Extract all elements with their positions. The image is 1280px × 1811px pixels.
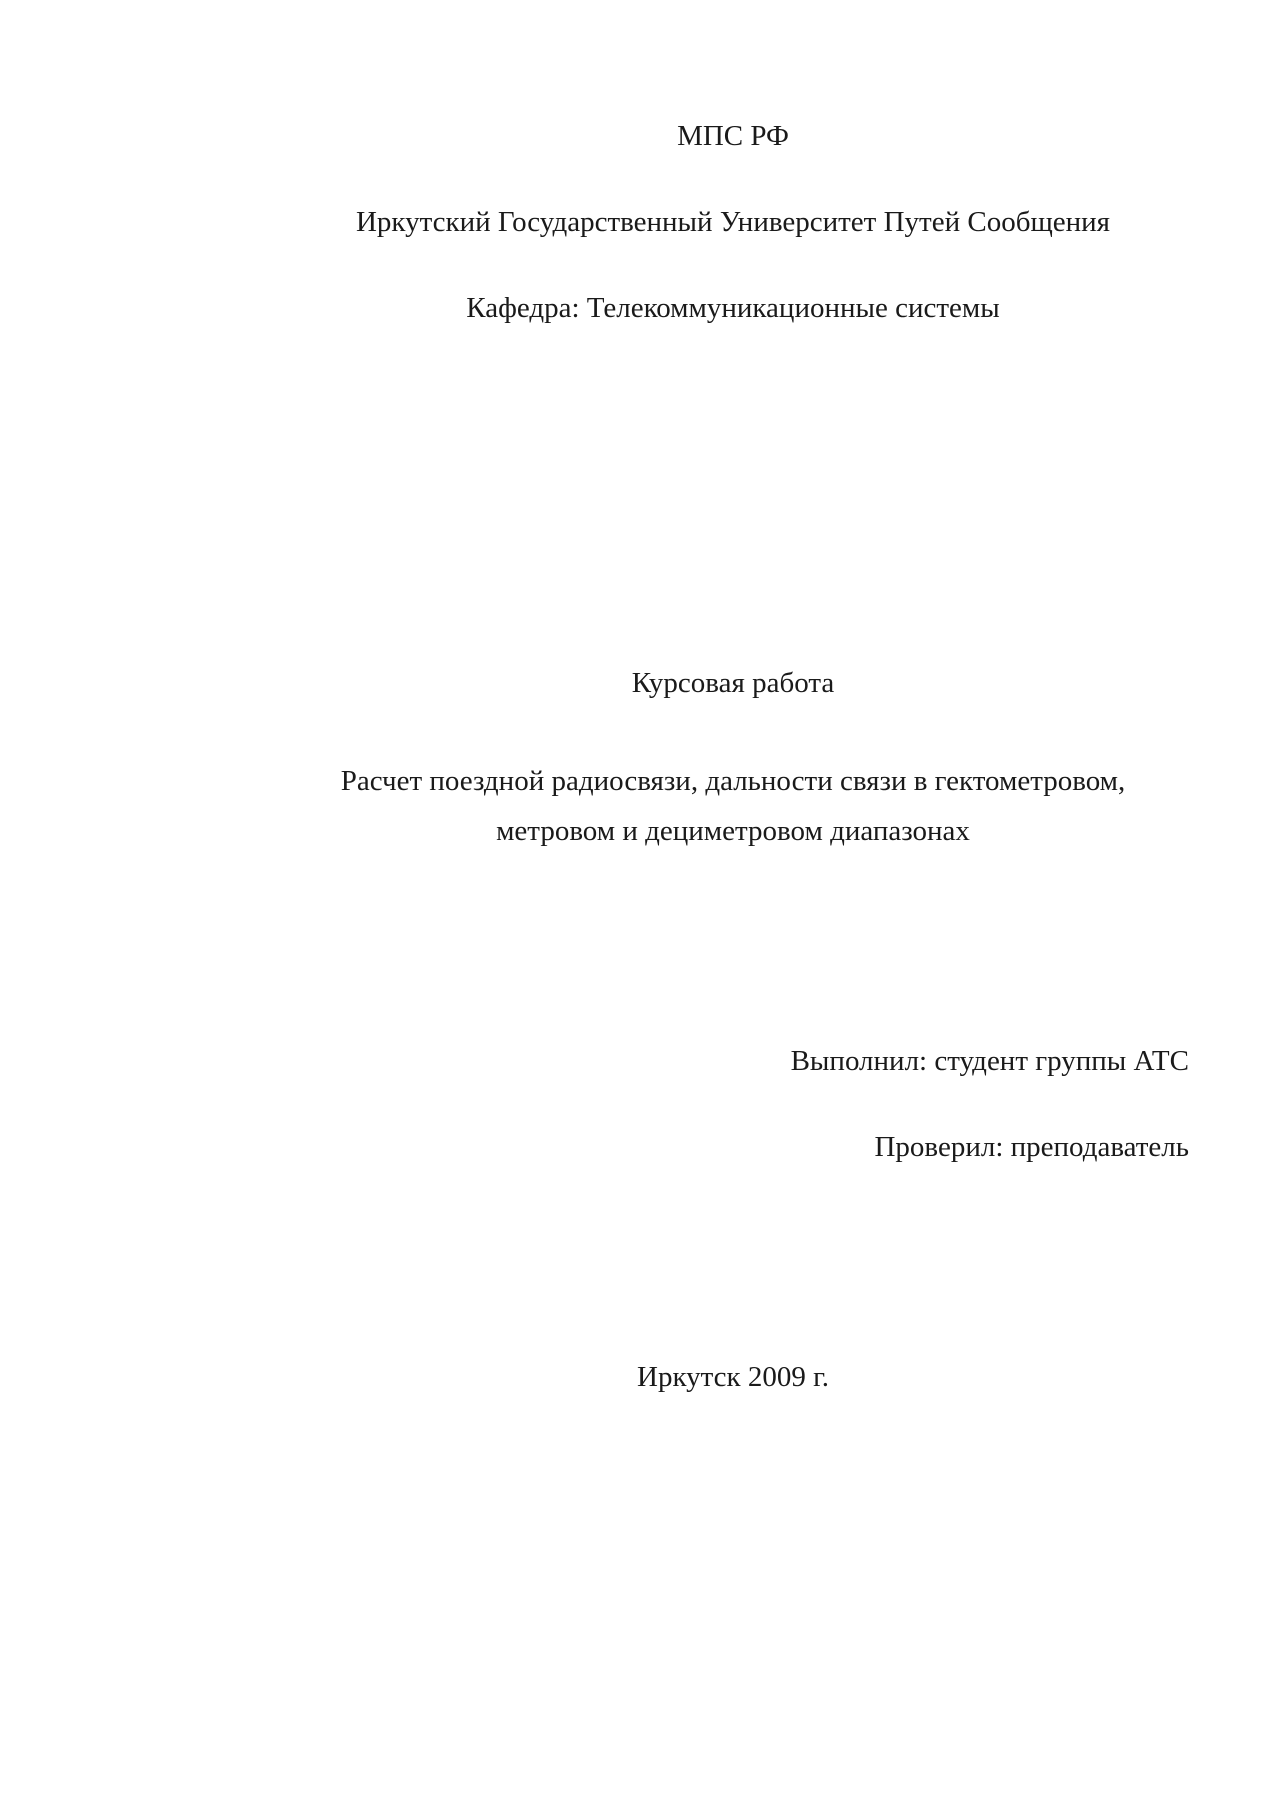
city-year-line: Иркутск 2009 г.: [637, 1361, 829, 1393]
performer-line: Выполнил: студент группы АТС: [790, 1045, 1189, 1077]
checker-line: Проверил: преподаватель: [874, 1131, 1189, 1163]
work-title-line-1: Расчет поездной радиосвязи, дальности связи в гектометровом,: [340, 765, 1126, 797]
university-line: Иркутский Государственный Университет Путей Сообщения: [355, 206, 1111, 238]
work-title-line-2: метровом и дециметровом диапазонах: [496, 815, 970, 847]
department-line: Кафедра: Телекоммуникационные системы: [466, 292, 1000, 324]
ministry-line: МПС РФ: [677, 120, 789, 152]
work-type-heading: Курсовая работа: [631, 667, 835, 699]
